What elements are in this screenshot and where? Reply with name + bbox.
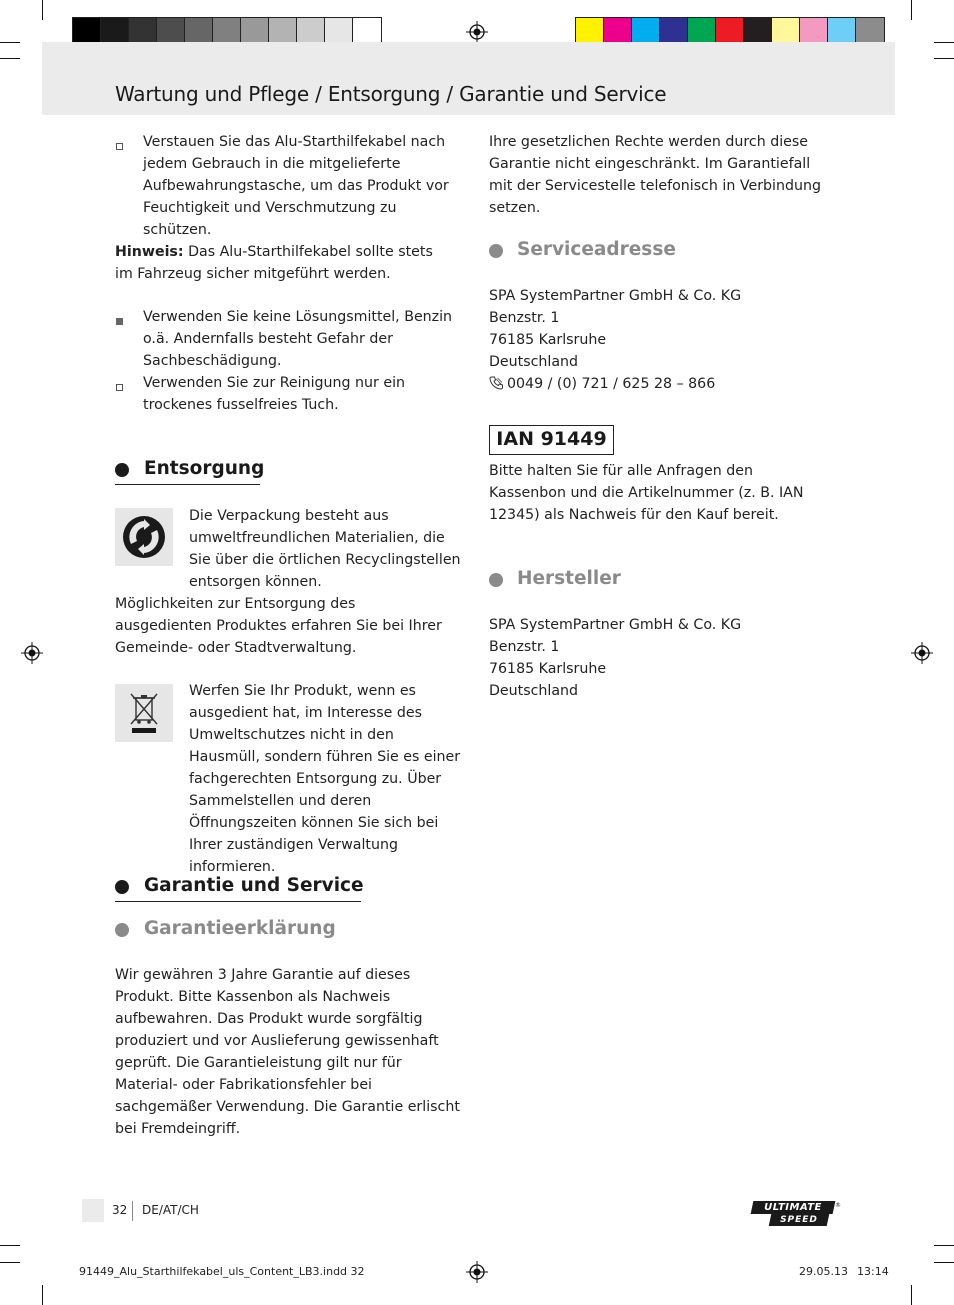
- hersteller-country: Deutschland: [489, 683, 579, 699]
- color-swatch: [856, 18, 884, 45]
- color-swatch: [604, 18, 632, 45]
- color-swatch: [632, 18, 660, 45]
- color-swatch: [73, 18, 101, 45]
- slug-time: 13:14: [857, 1265, 889, 1278]
- registration-mark-icon: [466, 21, 488, 43]
- weee-icon-box: [115, 684, 173, 742]
- crop-mark: [911, 1285, 912, 1305]
- crop-mark: [911, 0, 912, 20]
- color-swatch: [269, 18, 297, 45]
- color-swatch: [772, 18, 800, 45]
- care-item-storage: Verstauen Sie das Alu-Starthilfekabel nach jedem Gebrauch in die mitgelieferte Aufbewahrungstasche, um das Produkt vor Feuchtigkeit und Verschmutzung zu schützen.: [143, 134, 449, 238]
- crossed-out-bin-icon: [115, 684, 173, 742]
- green-dot-recycling-icon: [115, 508, 173, 566]
- registration-mark-icon: [911, 642, 933, 664]
- hersteller-city: 76185 Karlsruhe: [489, 661, 607, 677]
- note-text: Das Alu-Starthilfekabel sollte stets im Fahrzeug sicher mitgeführt werden.: [115, 244, 433, 282]
- brand-logo-line2: SPEED: [780, 1215, 818, 1225]
- service-address: [489, 285, 829, 395]
- ian-label-box: IAN 91449: [489, 425, 614, 455]
- crop-mark: [0, 58, 20, 59]
- garantieerklaerung-heading: Garantieerklärung: [144, 918, 336, 939]
- heading-dot-grey-icon: [115, 923, 129, 937]
- slug-filename: 91449_Alu_Starthilfekabel_uls_Content_LB3.indd 32: [79, 1265, 365, 1278]
- crop-mark: [42, 0, 43, 20]
- color-swatch: [353, 18, 381, 45]
- crop-mark: [934, 1262, 954, 1263]
- heading-dot-grey-icon: [489, 244, 503, 258]
- crop-mark: [934, 58, 954, 59]
- color-swatch: [325, 18, 353, 45]
- slug-date: 29.05.13: [799, 1265, 848, 1278]
- service-city: 76185 Karlsruhe: [489, 332, 607, 348]
- crop-mark: [0, 42, 20, 43]
- bullet-open-icon: [116, 143, 123, 150]
- serviceadresse-heading: Serviceadresse: [517, 239, 676, 260]
- brand-logo-line1: ULTIMATE: [764, 1202, 822, 1213]
- registration-mark-icon: [466, 1261, 488, 1283]
- color-swatch: [213, 18, 241, 45]
- color-swatch: [716, 18, 744, 45]
- entsorgung-heading: Entsorgung: [144, 458, 265, 479]
- heading-dot-grey-icon: [489, 573, 503, 587]
- crop-mark: [934, 42, 954, 43]
- page-title: Wartung und Pflege / Entsorgung / Garantie und Service: [115, 82, 667, 106]
- heading-dot-icon: [115, 463, 129, 477]
- color-swatch: [157, 18, 185, 45]
- garantie-service-heading: Garantie und Service: [144, 875, 364, 896]
- service-street: Benzstr. 1: [489, 310, 560, 326]
- service-phone-line: [489, 373, 829, 395]
- heading-underline: [115, 901, 361, 902]
- recycling-icon-box: [115, 508, 173, 566]
- crop-mark: [42, 1285, 43, 1305]
- crop-mark: [934, 1245, 954, 1246]
- color-swatch: [185, 18, 213, 45]
- entsorgung-packaging-text: Die Verpackung besteht aus umweltfreundlichen Materialien, die Sie über die örtlichen Recyclingstellen entsorgen können.: [189, 508, 461, 590]
- brand-logo: ULTIMATE SPEED ®: [752, 1201, 840, 1228]
- registration-mark-icon: [21, 642, 43, 664]
- hersteller-company: SPA SystemPartner GmbH & Co. KG: [489, 617, 742, 633]
- rights-intro-text: Ihre gesetzlichen Rechte werden durch diese Garantie nicht eingeschränkt. Im Garantiefall mit der Servicestelle telefonisch in Verbindung setzen.: [489, 134, 821, 216]
- footer-page-box: [82, 1199, 104, 1222]
- color-swatch: [129, 18, 157, 45]
- entsorgung-household-text: Werfen Sie Ihr Produkt, wenn es ausgedient hat, im Interesse des Umweltschutzes nicht in den Hausmüll, sondern führen Sie es einer fachgerechten Entsorgung zu. Über Sammelstellen und deren Öffnungszeiten können Sie sich bei Ihrer zuständigen Verwaltung informieren.: [189, 683, 461, 875]
- garantie-text: Wir gewähren 3 Jahre Garantie auf dieses Produkt. Bitte Kassenbon als Nachweis aufbewahren. Das Produkt wurde sorgfältig produziert und vor Auslieferung gewissenhaft geprüft. Die Garantieleistung gilt nur für Material- oder Fabrikationsfehler bei sachgemäßer Verwendung. Die Garantie erlischt bei Fremdeingriff.: [115, 967, 460, 1137]
- note-label: Hinweis:: [115, 244, 184, 260]
- footer-divider: [132, 1201, 133, 1221]
- ian-text: Bitte halten Sie für alle Anfragen den Kassenbon und die Artikelnummer (z. B. IAN 12345) als Nachweis für den Kauf bereit.: [489, 463, 804, 523]
- crop-mark: [0, 1262, 20, 1263]
- phone-icon: [489, 376, 504, 390]
- color-swatch: [297, 18, 325, 45]
- service-phone: 0049 / (0) 721 / 625 28 – 866: [507, 376, 716, 392]
- hersteller-address: [489, 614, 829, 702]
- heading-dot-icon: [115, 880, 129, 894]
- color-swatch: [828, 18, 856, 45]
- heading-underline: [115, 484, 260, 485]
- care-item-solvents: Verwenden Sie keine Lösungsmittel, Benzin o.ä. Andernfalls besteht Gefahr der Sachbeschädigung.: [143, 309, 453, 369]
- page-number: 32: [112, 1203, 128, 1217]
- hersteller-street: Benzstr. 1: [489, 639, 560, 655]
- care-item-cloth: Verwenden Sie zur Reinigung nur ein trockenes fusselfreies Tuch.: [143, 375, 406, 413]
- hersteller-heading: Hersteller: [517, 568, 621, 589]
- entsorgung-municipality-text: Möglichkeiten zur Entsorgung des ausgedienten Produktes erfahren Sie bei Ihrer Gemeinde- oder Stadtverwaltung.: [115, 596, 442, 656]
- bullet-filled-icon: [116, 318, 123, 325]
- color-swatch: [660, 18, 688, 45]
- color-swatch: [241, 18, 269, 45]
- service-company: SPA SystemPartner GmbH & Co. KG: [489, 288, 742, 304]
- note-paragraph: [115, 241, 455, 285]
- color-swatch: [101, 18, 129, 45]
- color-swatch: [800, 18, 828, 45]
- color-swatch: [688, 18, 716, 45]
- color-swatch: [744, 18, 772, 45]
- color-swatch: [576, 18, 604, 45]
- service-country: Deutschland: [489, 354, 579, 370]
- crop-mark: [0, 1245, 20, 1246]
- header-band: [42, 42, 895, 115]
- bullet-open-icon: [116, 384, 123, 391]
- locale-label: DE/AT/CH: [142, 1203, 199, 1217]
